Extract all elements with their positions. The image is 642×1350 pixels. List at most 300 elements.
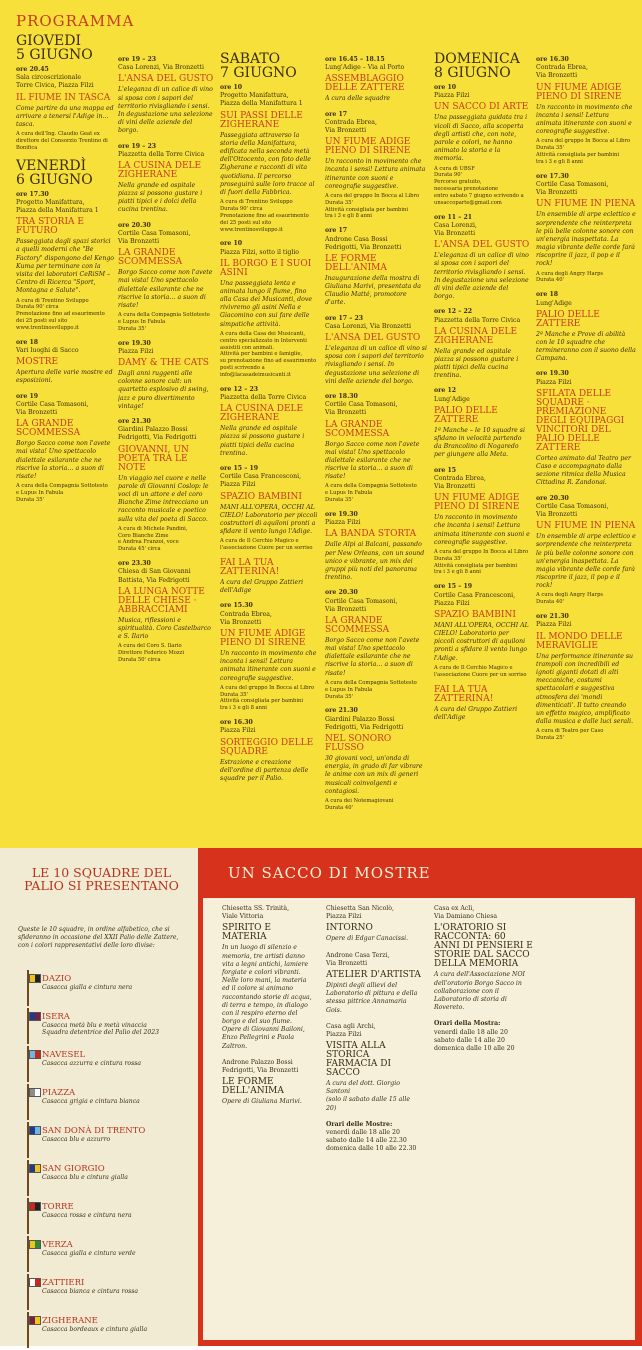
event-title: PALIO DELLE ZATTERE <box>536 309 600 329</box>
mostra-title: INTORNO <box>326 923 373 934</box>
event-item <box>16 393 114 504</box>
event-place: Cortile Casa Tomasoni, Via Bronzetti <box>325 597 398 613</box>
event-title: LE FORME DELL'ANIMA <box>325 253 387 273</box>
squadra-name: DAZIO <box>42 974 72 984</box>
event-item <box>536 370 636 487</box>
events-list <box>536 56 636 742</box>
squadra-description: Casacca rossa e cintura nera <box>42 1212 132 1219</box>
event-description: Estrazione e creazione dell'ordine di partenza delle squadre per il Palio. <box>220 758 309 782</box>
event-item <box>325 111 427 221</box>
event-description: Un racconto in movimento che incanta i sensi! Lettura animata itinerante con suoni e coreografie suggestive. <box>434 514 530 546</box>
event-description: 30 giovani voci, un'onda di energia, in grado di far vibrare le anime con un mix di generi musicali coinvolgenti e contagiosi. <box>325 754 423 795</box>
mostra-item <box>222 905 314 1051</box>
event-description: Apertura delle varie mostre ed esposizioni. <box>16 369 113 385</box>
event-description: L'eleganza di un calice di vino si sposa con i sapori del territorio rivisgliando i sensi. In degustazione una selezione di vini delle aziende del borgo. <box>118 86 213 135</box>
event-item <box>118 143 214 215</box>
event-item <box>118 340 214 411</box>
squadra-description: Casacca blu e azzurro <box>42 1136 111 1143</box>
mostre-list <box>222 905 314 1106</box>
event-title: IL FIUME IN TASCA <box>16 92 111 103</box>
event-title: SORTEGGIO DELLE SQUADRE <box>220 737 314 757</box>
column-saturday-evening <box>325 56 427 846</box>
event-description: Dagli anni ruggenti alle colonne sonore cult: un quartetto esplosivo di swing, jazz e puro divertimento vintage! <box>118 370 209 410</box>
event-time: ore 15.30 <box>220 602 253 610</box>
event-item <box>434 308 530 380</box>
mostre-list <box>326 905 422 1113</box>
squadra-description: Casacca bianca e cintura rossa <box>42 1288 138 1295</box>
event-time: ore 18.30 <box>325 392 358 400</box>
mostra-title: VISITA ALLA STORICA FARMACIA DI SACCO <box>326 1041 392 1079</box>
squadra-description: Casacca gialla e cintura nera <box>42 984 133 991</box>
event-description: Un ensemble di arpe eclettico e sorprendente che reinterpreta le più belle colonne sonore con un'energia inaspettata. La magia vibrante delle corde farà riscoprire il jazz, il pop e il rock! <box>536 211 636 268</box>
mostra-item <box>326 905 422 944</box>
mostra-title: SPIRITO E MATERIA <box>222 923 271 943</box>
event-title: L'ANSA DEL GUSTO <box>434 240 530 251</box>
event-time: ore 19.30 <box>118 339 151 347</box>
event-item <box>434 583 530 678</box>
event-item <box>325 589 427 700</box>
squadra-item <box>14 1046 194 1084</box>
event-place: Piazzetta della Torre Civica <box>220 394 307 402</box>
event-credit: A cura del gruppo In Bocca al Libro Durata 35' Attività consigliata per bambini tra i 3 e gli 8 anni <box>220 684 315 712</box>
event-place: Cortile Casa Tomasoni, Via Bronzetti <box>536 180 609 197</box>
event-description: A cura del Gruppo Zattieri dell'Adige <box>434 705 518 721</box>
event-title: LA LUNGA NOTTE DELLE CHIESE · ABBRACCIAMI <box>118 586 205 615</box>
event-time: ore 18 <box>16 338 39 346</box>
event-title: UN FIUME IN PIENA <box>536 199 636 210</box>
squadra-description: Casacca azzurra e cintura rossa <box>42 1060 141 1067</box>
event-title: UN SACCO DI ARTE <box>434 102 529 113</box>
squadra-item <box>14 1236 194 1274</box>
squadra-name: PIAZZA <box>42 1088 76 1098</box>
mostre-column-3 <box>434 905 534 1053</box>
event-time: ore 17 <box>325 227 348 235</box>
mostra-description: Dipinti degli allievi del Laboratorio di pittura e della stessa pittrice Annamaria Gois. <box>326 981 418 1014</box>
event-credit: A cura della Compagnia Sottotesto e Lupus In Fabula Durata 35' <box>325 483 417 504</box>
flag-icon <box>14 1160 42 1196</box>
mostra-item <box>326 1023 422 1113</box>
event-place: Lung'Adige <box>536 299 572 307</box>
event-item <box>16 339 114 386</box>
event-time: ore 19 <box>16 392 39 400</box>
event-title: IL MONDO DELLE MERAVIGLIE <box>536 631 623 651</box>
flag-icon <box>14 1122 42 1158</box>
event-title: L'ANSA DEL GUSTO <box>118 74 214 85</box>
event-credit: A cura dei Notemagiovani Durata 40' <box>325 797 394 811</box>
squadra-item <box>14 1160 194 1198</box>
events-list <box>220 84 318 783</box>
squadra-description: Casacca grigia e cintura bianca <box>42 1098 140 1105</box>
event-time: ore 21.30 <box>536 613 569 621</box>
mostra-title: LE FORME DELL'ANIMA <box>222 1077 284 1097</box>
event-time: ore 15 <box>434 466 457 474</box>
event-time: ore 20.45 <box>16 66 49 73</box>
event-time: ore 17.30 <box>536 172 569 180</box>
day-heading: VENERDÌ 6 GIUGNO <box>16 157 93 188</box>
event-title: LA CUSINA DELE ZIGHERANE <box>220 404 304 424</box>
event-description: Un racconto in movimento che incanta i sensi! Lettura animata itinerante con suoni e coreografie suggestive. <box>325 158 426 190</box>
event-title: ASSEMBLAGGIO DELLE ZATTERE <box>325 74 405 94</box>
event-description: Una passeggiata lenta e animata lungo il fiume, fino alla Casa dei Musicanti, dove rivivremo gli asini Nella e Giacomino con sui fare delle simpatiche attività. <box>220 279 312 328</box>
event-place: Cortile Casa Tomasoni, Via Bronzetti <box>16 400 89 416</box>
event-place: Progetto Manifattura, Piazza della Manifattura 1 <box>16 198 99 215</box>
event-title: LA BANDA STORTA <box>325 529 417 540</box>
squadre-list <box>14 970 194 1350</box>
squadra-item <box>14 1198 194 1236</box>
event-item <box>325 511 427 582</box>
event-description: Passeggiata attraverso la storia della Manifattura, edificata nella seconda metà dell'Ottocento, con foto delle Zigherane e racconti di vita quotidiana. Il percorso proseguirà sulle loro tracce al di fuori della Fabbrica. <box>220 131 315 196</box>
event-credit: A cura della Compagnia Sottotesto e Lupus In Fabula Durata 35' <box>325 679 417 700</box>
event-title: GIOVANNI, UN POETA TRA LE NOTE <box>118 444 189 473</box>
squadra-item <box>14 1084 194 1122</box>
event-time: ore 10 <box>220 84 243 91</box>
column-sunday <box>434 52 530 844</box>
event-place: Cortile Casa Tomasoni, Via Bronzetti <box>118 229 191 245</box>
event-title: LA GRANDE SCOMMESSA <box>16 419 81 439</box>
event-place: Giardini Palazzo Bossi Fedrigotti, Via Fedrigotti <box>325 715 404 731</box>
event-time: ore 21.30 <box>118 418 151 426</box>
event-title: TRA STORIA E FUTURO <box>16 217 84 237</box>
event-time: ore 10 <box>434 84 457 91</box>
mostra-place: Chiesetta SS. Trinità, Viale Vittoria <box>222 905 290 921</box>
event-credit: A cura del Coro S. Ilario Direttore Federico Mozzi Durata 50' circa <box>118 643 185 663</box>
event-title: UN FIUME IN PIENA <box>536 521 636 532</box>
event-item <box>220 240 318 379</box>
event-description: Borgo Sacco come non l'avete mai vista! Uno spettacolo dialettale esilarante che ne riscrive la storia… a suon di risate! <box>16 440 111 480</box>
event-item <box>220 559 318 595</box>
squadre-intro: Queste le 10 squadre, in ordine alfabetico, che si sfideranno in occasione del XXII Palio delle Zattere, con i colori rappresentativi delle loro divise: <box>18 926 179 950</box>
event-place: Contrada Ebrea, Via Bronzetti <box>536 64 588 80</box>
event-title: UN FIUME ADIGE PIENO DI SIRENE <box>536 82 622 102</box>
mostra-title: L'ORATORIO SI RACCONTA: 60 ANNI DI PENSIERI E STORIE DAL SACCO DELLA MEMORIA <box>434 923 533 970</box>
event-time: ore 20.30 <box>118 221 151 229</box>
event-time: ore 12 <box>434 387 457 395</box>
event-title: LA GRANDE SCOMMESSA <box>325 615 390 635</box>
event-item <box>434 686 530 722</box>
mostra-place: Casa agli Archi, Piazza Filzi <box>326 1022 376 1038</box>
event-title: IL BORGO E I SUOI ASINI <box>220 258 312 278</box>
event-time: ore 15 – 19 <box>220 465 259 472</box>
event-credit: A cura de Il Cerchio Magico e l'associazione Cuore per un sorriso <box>434 664 527 678</box>
event-time: ore 10 <box>220 240 243 248</box>
squadra-description: Casacca blu e cintura gialla <box>42 1174 128 1181</box>
event-place: Vari luoghi di Sacco <box>16 347 79 355</box>
event-item <box>434 387 530 459</box>
event-title: MOSTRE <box>16 357 59 368</box>
event-item <box>220 465 318 552</box>
event-place: Contrada Ebrea, Via Bronzetti <box>325 118 377 134</box>
squadra-item <box>14 970 194 1008</box>
squadra-description: Casacca metà blu e metà vinaccia Squadra detentrice del Palio del 2023 <box>42 1022 160 1036</box>
event-time: ore 12 – 22 <box>434 308 473 316</box>
event-credit: A cura del gruppo In Bocca al Libro Durata 35' Attività consigliata per bambini tra i 3 e gli 8 anni <box>434 548 529 576</box>
event-description: Come partire da una mappa ed arrivare a tenersi l'Adige in… tasca. <box>16 104 114 128</box>
event-description: L'eleganza di un calice di vino si sposa con i sapori del territorio rivisgliando i sensi. In degustazione una selezione di vini delle aziende del borgo. <box>325 345 427 385</box>
squadra-name: ISERA <box>42 1012 70 1022</box>
event-credit: A cura degli Angry Harps Durata 40' <box>536 592 604 606</box>
event-credit: A cura della Compagnia Sottotesto e Lupus In Fabula Durata 35' <box>16 483 108 503</box>
flag-icon <box>14 970 42 1006</box>
squadra-name: ZATTIERI <box>42 1278 85 1288</box>
mostre-title: UN SACCO DI MOSTRE <box>228 864 431 882</box>
event-item <box>325 707 427 811</box>
mostra-description: A cura del dott. Giorgio Santoni (solo il sabato dalle 15 alle 20) <box>326 1080 410 1112</box>
event-title: FAI LA TUA ZATTERINA! <box>220 558 280 578</box>
mostre-hours-title: Orari della Mostra: <box>434 1020 501 1028</box>
squadra-item <box>14 1312 194 1350</box>
event-description: Un racconto in movimento che incanta i sensi! Lettura animata itinerante con suoni e coreografie suggestive. <box>536 103 633 136</box>
event-title: L'ANSA DEL GUSTO <box>325 333 421 343</box>
event-description: Una performance itinerante su trampoli con incredibili ed ignoti giganti dotati di alti meccaniche, costumi spettacolari e suggestiva atmosfera dei 'mondi dimenticati'. Il tutto creando un effetto magico, amplificato dalla musica e dalle luci serali. <box>536 652 634 726</box>
event-description: Nella grande ed ospitale piazza si possono gustare i piatti tipici e i dolci della cucina trentina. <box>118 181 203 214</box>
squadra-name: SAN DONÀ DI TRENTO <box>42 1126 146 1136</box>
event-title: PALIO DELLE ZATTERE <box>434 405 498 425</box>
event-description: MANI ALL'OPERA, OCCHI AL CIELO! Laboratorio per piccoli costruttori di aquiloni pronti a sfidare il vento lungo l'Adige. <box>434 621 529 662</box>
mostra-item <box>222 1059 314 1107</box>
event-time: ore 16.30 <box>220 719 253 727</box>
mostre-hours-title: Orari delle Mostre: <box>326 1120 393 1128</box>
events-list <box>16 191 114 504</box>
event-title: NEL SONORO FLUSSO <box>325 733 392 753</box>
event-description: Un viaggio nel cuore e nelle parole di Giovanni Coslop: le voci di un attore e del coro Bianche Zime intrecciano un racconto musicale e poetico sulla vita del poeta di Sacco. <box>118 474 209 523</box>
event-item <box>118 222 214 333</box>
events-list <box>325 56 427 812</box>
event-place: Piazza Filzi <box>434 92 470 100</box>
event-place: Piazza Filzi <box>325 519 361 527</box>
event-place: Piazzetta della Torre Civica <box>434 316 521 324</box>
flag-icon <box>14 1198 42 1234</box>
day-heading: SABATO 7 GIUGNO <box>220 52 297 81</box>
event-title: LA GRANDE SCOMMESSA <box>325 419 390 439</box>
event-credit: A cura di UBSF Durata 90' Percorso gratuito, necessaria prenotazione entro sabato 7 giugno scrivendo a unsaccoparte@gmail.com <box>434 165 524 206</box>
event-place: Piazzetta della Torre Civica <box>118 150 205 158</box>
event-time: ore 12 – 23 <box>220 385 259 393</box>
flag-icon <box>14 1236 42 1272</box>
event-time: ore 17 <box>325 110 348 118</box>
event-time: ore 15 – 19 <box>434 583 473 591</box>
event-place: Giardini Palazzo Bossi Fedrigotti, Via Fedrigotti <box>118 426 197 442</box>
event-credit: A cura de Il Cerchio Magico e l'associazione Cuore per un sorriso <box>220 538 313 552</box>
event-credit: A cura della Casa dei Musicanti, centro specializzato in Interventi assistiti con animali. Attività per bambini e famiglie, su prenotazione fino ad esaurimento posti scrivendo a info@lacasadeimusicanti.it <box>220 330 317 379</box>
squadra-name: ZIGHERANE <box>42 1316 98 1326</box>
mostre-column-2 <box>326 905 422 1154</box>
squadra-item <box>14 1122 194 1160</box>
mostra-place: Androne Palazzo Bossi Fedrigotti, Via Bronzetti <box>222 1058 299 1074</box>
event-time: ore 20.30 <box>536 494 569 502</box>
event-title: SUI PASSI DELLE ZIGHERANE <box>220 110 303 130</box>
event-credit: A cura della Compagnia Sottotesto e Lupus In Fabula Durata 35' <box>118 312 210 332</box>
flag-icon <box>14 1008 42 1044</box>
event-place: Cortile Casa Tomasoni, Via Bronzetti <box>536 502 609 518</box>
event-item <box>16 191 114 332</box>
event-credit: A cura degli Angry Harps Durata 40' <box>536 270 604 284</box>
event-description: 2ª Manche e Prove di abilità con le 10 squadre che termineranno con il suono della Campana. <box>536 330 636 363</box>
event-place: Lung'Adige – Via al Porto <box>325 64 405 72</box>
event-item <box>118 560 214 664</box>
mostra-title: ATELIER D'ARTISTA <box>326 969 421 980</box>
event-description: Corteo animato dal Teatro per Caso e accompagnato dalla sezione ritmica della Musica Cittadina R. Zandonai. <box>536 454 631 487</box>
event-description: Musica, riflessioni e spiritualità. Coro Castelbarco e S. Ilario <box>118 616 211 641</box>
squadra-name: VERZA <box>42 1240 73 1250</box>
event-place: Contrada Ebrea, Via Bronzetti <box>434 474 486 490</box>
event-item <box>434 214 530 302</box>
event-credit: A cura di Michele Pandini, Coro Bianche Zime e Andrea Franzoi, voce Durata 45' circa <box>118 525 188 553</box>
flag-icon <box>14 1046 42 1082</box>
event-description: Nella grande ed ospitale piazza si possono gustare i piatti tipici della cucina trentina. <box>220 425 305 457</box>
event-time: ore 20.30 <box>325 589 358 597</box>
event-title: SPAZIO BAMBINI <box>220 491 302 502</box>
event-item <box>536 56 636 166</box>
event-time: ore 17 – 23 <box>325 314 364 322</box>
mostra-place: Androne Casa Terzi, Via Bronzetti <box>326 951 390 967</box>
event-description: Borgo Sacco come non l'avete mai vista! Uno spettacolo dialettale esilarante che ne riscrive la storia… a suon di risate! <box>325 440 420 481</box>
flag-icon <box>14 1312 42 1348</box>
event-item <box>536 291 636 363</box>
event-time: ore 21.30 <box>325 707 358 715</box>
event-item <box>118 418 214 553</box>
event-item <box>536 613 636 742</box>
event-credit: A cura del gruppo In Bocca al Libro Durata 35' Attività consigliata per bambini tra i 3 e gli 8 anni <box>325 192 420 220</box>
event-description: 1ª Manche – le 10 squadre si sfidano in velocità partendo da Brancolino di Nogaredo per giungere alla Meta. <box>434 426 525 459</box>
squadra-name: NAVESEL <box>42 1050 86 1060</box>
events-list <box>434 84 530 722</box>
events-list <box>16 66 114 152</box>
event-credit: A cura di Trentino Sviluppo Durata 90' circa Prenotazione fino ad esaurimento dei 25 posti sul sito www.trentinosviluppo.it <box>220 199 309 233</box>
event-place: Progetto Manifattura, Piazza della Manifattura 1 <box>220 92 303 108</box>
event-title: DAMY & THE CATS <box>118 358 209 369</box>
event-description: Borgo Sacco come non l'avete mai vista! Uno spettacolo dialettale esilarante che ne riscrive la storia… a suon di risate! <box>118 269 213 309</box>
event-description: Passeggiata dagli spazi storici a quelli moderni che "Be Factory" dispongono del Kengo Kuma per terminare con la visita dei laboratori CeRiSM – Centro di Ricerca "Sport, Montagna e Salute". <box>16 238 114 295</box>
event-place: Piazza Filzi <box>220 727 256 735</box>
event-item <box>536 173 636 285</box>
event-title: FAI LA TUA ZATTERINA! <box>434 684 494 704</box>
column-sunday-evening <box>536 56 636 846</box>
column-thursday-friday <box>16 34 114 844</box>
event-item <box>434 467 530 577</box>
event-credit: A cura del gruppo In Bocca al Libro Durata 35' Attività consigliata per bambini tra i 3 e gli 8 anni <box>536 138 631 165</box>
programma-title: PROGRAMMA <box>16 12 135 30</box>
event-description: Borgo Sacco come non l'avete mai vista! Uno spettacolo dialettale esilarante che ne riscrive la storia… a suon di risate! <box>325 636 420 677</box>
event-description: A cura delle squadre <box>325 95 391 103</box>
squadra-description: Casacca gialla e cintura verde <box>42 1250 136 1257</box>
event-time: ore 19.30 <box>536 370 569 378</box>
mostra-place: Chiesetta San Nicolò, Piazza Filzi <box>326 905 394 921</box>
event-item <box>325 56 427 104</box>
mostre-hours: venerdì dalle 18 alle 20 sabato dalle 14 alle 22.30 domenica dalle 10 alle 22.30 <box>326 1129 417 1153</box>
event-place: Casa Lorenzi, Via Bronzetti <box>434 221 477 238</box>
squadra-item <box>14 1274 194 1312</box>
event-description: Inaugurazione della mostra di Giuliana Marivi, presentata da Claudio Matté, promotore d'arte. <box>325 274 421 307</box>
event-place: Piazza Filzi, sotto il tiglio <box>220 248 300 256</box>
day-heading: GIOVEDÌ 5 GIUGNO <box>16 34 93 63</box>
event-credit: A cura di Trentino Sviluppo Durata 90' circa Prenotazione fino ad esaurimento dei 25 posti sul sito www.trentinosviluppo.it <box>16 297 105 332</box>
event-item <box>220 719 318 783</box>
event-time: ore 16.30 <box>536 56 569 63</box>
event-place: Piazza Filzi <box>536 621 572 629</box>
event-time: ore 19.30 <box>325 511 358 519</box>
event-credit: A cura dell'Ing. Claudio Geat ex direttore del Consorzio Trentino di Bonifica <box>16 131 108 151</box>
squadra-name: SAN GIORGIO <box>42 1164 105 1174</box>
mostra-item <box>434 905 534 1012</box>
event-title: UN FIUME ADIGE PIENO DI SIRENE <box>220 628 306 648</box>
event-item <box>16 66 114 152</box>
event-description: Dalle Alpi ai Balcani, passando per New Orleans, con un sound unico e vibrante, un mix dei gruppi più noti del panorama trentino. <box>325 541 425 582</box>
event-description: L'eleganza di un calice di vino si sposa con i sapori del territorio rivisgliando i sensi. In degustazione una selezione di vini delle aziende del borgo. <box>434 252 529 301</box>
event-title: LA CUSINA DELE ZIGHERANE <box>118 160 202 180</box>
squadre-title: LE 10 SQUADRE DEL PALIO SI PRESENTANO <box>24 865 179 894</box>
event-title: LA CUSINA DELE ZIGHERANE <box>434 326 518 346</box>
mostra-description: A cura dell'Associazione NOI dell'oratorio Borgo Sacco in collaborazione con il Laboratorio di storia di Rovereto. <box>434 971 525 1012</box>
event-place: Casa Lorenzi, Via Bronzetti <box>325 322 411 330</box>
flag-icon <box>14 1084 42 1120</box>
event-place: Androne Casa Bossi Fedrigotti, Via Bronzetti <box>325 235 402 251</box>
event-place: Cortile Casa Francesconi, Piazza Filzi <box>220 473 302 489</box>
event-title: SFILATA DELLE SQUADRE · PREMIAZIONE DEGLI EQUIPAGGI VINCITORI DEL PALIO DELLE ZATTERE <box>536 388 625 453</box>
event-description: Un racconto in movimento che incanta i sensi! Lettura animata itinerante con suoni e coreografie suggestive. <box>220 649 317 682</box>
event-item <box>325 315 427 386</box>
event-item <box>434 84 530 207</box>
event-description: MANI ALL'OPERA, OCCHI AL CIELO! Laboratorio per piccoli costruttori di aquiloni pronti a sfidare il vento lungo l'Adige. <box>220 503 318 536</box>
event-place: Piazza Filzi <box>118 347 154 355</box>
event-place: Piazza Filzi <box>536 378 572 386</box>
event-time: ore 19 – 23 <box>118 56 157 63</box>
event-item <box>536 495 636 607</box>
mostre-hours: venerdì dalle 18 alle 20 sabato dalle 14 alle 20 domenica dalle 10 alle 20 <box>434 1028 515 1052</box>
event-title: UN FIUME ADIGE PIENO DI SIRENE <box>434 493 520 513</box>
event-place: Lung'Adige <box>434 395 470 403</box>
event-place: Cortile Casa Tomasoni, Via Bronzetti <box>325 401 398 417</box>
event-time: ore 11 – 21 <box>434 213 473 221</box>
event-item <box>220 602 318 712</box>
event-item <box>325 227 427 307</box>
mostra-description: Opere di Giuliana Marivi. <box>222 1098 302 1106</box>
event-credit: A cura di Teatro per Caso Durata 25' <box>536 728 604 742</box>
mostre-list <box>434 905 534 1012</box>
event-description: A cura del Gruppo Zattieri dell'Adige <box>220 579 304 595</box>
event-description: Un ensemble di arpe eclettico e sorprendente che reinterpreta le più belle colonne sonore con un'energia inaspettata. La magia vibrante delle corde farà riscoprire il jazz, il pop e il rock! <box>536 533 636 590</box>
event-place: Chiesa di San Giovanni Battista, Via Fedrigotti <box>118 568 191 584</box>
flag-icon <box>14 1274 42 1310</box>
event-place: Sala circoscrizionale Torre Civica, Piazza Filzi <box>16 74 94 90</box>
event-item <box>220 84 318 233</box>
event-time: ore 23.30 <box>118 560 151 568</box>
event-place: Casa Lorenzi, Via Bronzetti <box>118 64 204 72</box>
event-time: ore 16.45 – 18.15 <box>325 56 385 63</box>
mostra-place: Casa ex Acli, Via Damiano Chiesa <box>434 905 498 921</box>
mostra-item <box>326 952 422 1015</box>
event-description: Nella grande ed ospitale piazza si possono gustare i piatti tipici della cucina trentina. <box>434 347 519 380</box>
event-title: LA GRANDE SCOMMESSA <box>118 248 183 268</box>
event-item <box>220 386 318 458</box>
mostre-column-1 <box>222 905 314 1114</box>
squadra-item <box>14 1008 194 1046</box>
column-saturday <box>220 52 318 844</box>
column-friday-evening <box>118 56 214 846</box>
mostra-description: In un luogo di silenzio e memoria, tre artisti danno vita a legni antichi, lamiere forgiate e colori vibranti. Nelle loro mani, la materia ed il colore si animano raccontando storie di acqua, di terra e tempo, in dialogo con il respiro eterno del borgo e del suo fiume. Opere di Giovanni Bailoni, Enzo Pellegrini e Paola Zaltron. <box>222 944 312 1050</box>
event-title: UN FIUME ADIGE PIENO DI SIRENE <box>325 137 411 157</box>
event-time: ore 18 <box>536 291 559 299</box>
event-title: SPAZIO BAMBINI <box>434 609 516 620</box>
event-time: ore 19 – 23 <box>118 142 157 150</box>
mostra-description: Opere di Edgar Canacissi. <box>326 935 409 943</box>
event-place: Cortile Casa Francesconi, Piazza Filzi <box>434 591 516 607</box>
event-description: Una passeggiata guidata tra i vicoli di Sacco, alla scoperta degli artisti che, con note, parole e colori, ne hanno animato la storia e la memoria. <box>434 114 528 163</box>
squadra-description: Casacca bordeaux e cintura gialla <box>42 1326 148 1333</box>
event-item <box>118 56 214 136</box>
squadra-name: TORRE <box>42 1202 74 1212</box>
event-item <box>325 393 427 504</box>
day-heading: DOMENICA 8 GIUGNO <box>434 52 520 81</box>
